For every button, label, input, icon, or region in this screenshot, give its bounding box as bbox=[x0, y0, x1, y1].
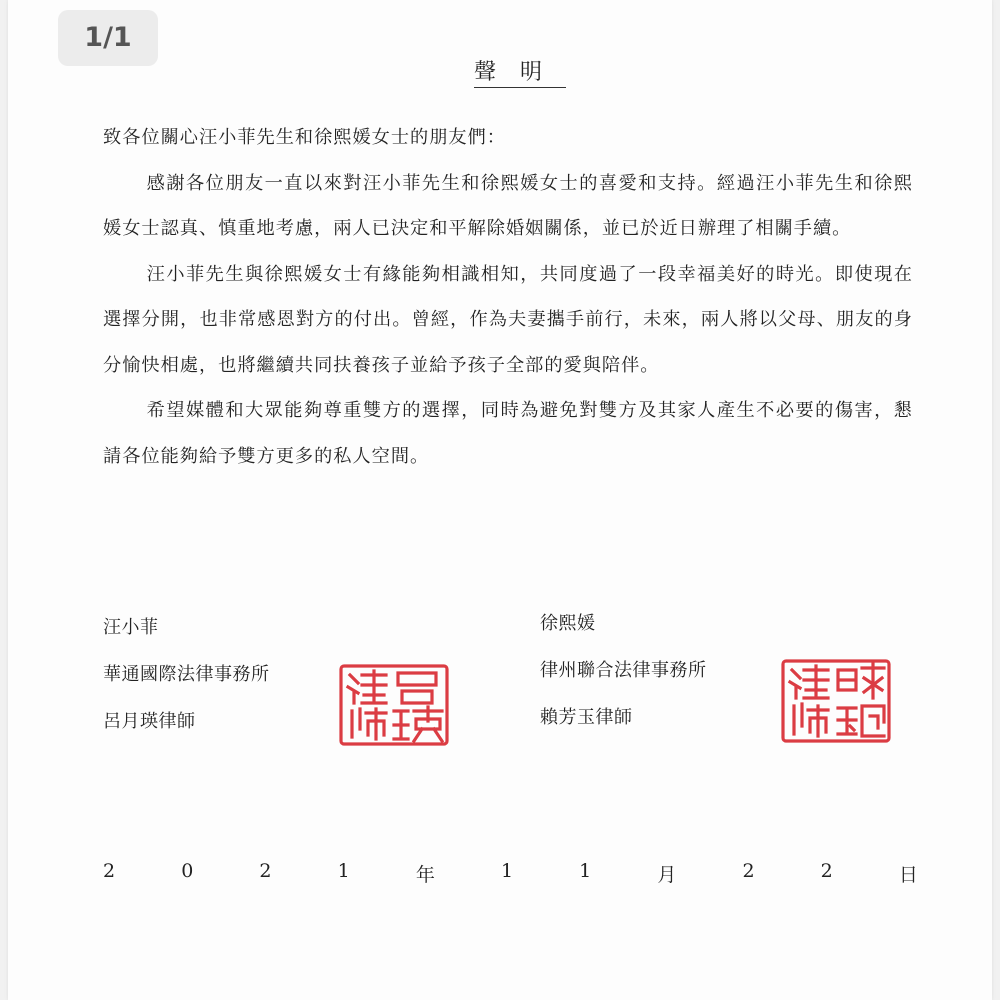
signature-block-left bbox=[103, 604, 270, 745]
signatory-name: 汪小菲 bbox=[103, 617, 159, 638]
signatory-name: 徐熙媛 bbox=[540, 613, 596, 634]
date-char: 年 bbox=[415, 864, 435, 886]
page-indicator: 1/1 bbox=[58, 10, 158, 66]
document-body bbox=[103, 115, 913, 479]
paragraph-2: 汪小菲先生與徐熙媛女士有緣能夠相識相知，共同度過了一段幸福美好的時光。即使現在選擇分開，也非常感恩對方的付出。曾經，作為夫妻攜手前行，未來，兩人將以父母、朋友的身分愉快相處，也將繼續共同扶養孩子並給予孩子全部的愛與陪伴。 bbox=[103, 263, 913, 376]
lawyer-name: 賴芳玉律師 bbox=[540, 707, 633, 728]
date-char: 月 bbox=[657, 864, 677, 886]
document-page bbox=[8, 0, 992, 1000]
date-char: 2 bbox=[742, 860, 755, 882]
document-date bbox=[103, 860, 918, 887]
law-firm-name: 華通國際法律事務所 bbox=[103, 664, 270, 685]
date-char: 1 bbox=[579, 860, 592, 882]
paragraph-3: 希望媒體和大眾能夠尊重雙方的選擇，同時為避免對雙方及其家人產生不必要的傷害，懇請各位能夠給予雙方更多的私人空間。 bbox=[103, 400, 913, 467]
date-char: 1 bbox=[337, 860, 350, 882]
date-char: 日 bbox=[898, 864, 918, 886]
lawyer-seal-left bbox=[338, 663, 450, 747]
date-char: 0 bbox=[181, 860, 194, 882]
date-char: 1 bbox=[500, 860, 514, 882]
signature-block-right bbox=[540, 600, 707, 741]
date-char: 2 bbox=[103, 860, 116, 882]
date-char: 2 bbox=[820, 860, 833, 882]
paragraph-1: 感謝各位朋友一直以來對汪小菲先生和徐熙媛女士的喜愛和支持。經過汪小菲先生和徐熙媛女士認真、慎重地考慮，兩人已決定和平解除婚姻關係，並已於近日辦理了相關手續。 bbox=[103, 172, 913, 239]
greeting: 致各位關心汪小菲先生和徐熙媛女士的朋友們： bbox=[103, 127, 506, 148]
date-char: 2 bbox=[259, 860, 272, 882]
law-firm-name: 律州聯合法律事務所 bbox=[540, 660, 707, 681]
document-title-wrapper bbox=[8, 55, 1000, 86]
document-title: 聲明 bbox=[474, 60, 566, 88]
lawyer-seal-right bbox=[780, 658, 892, 744]
lawyer-name: 呂月瑛律師 bbox=[103, 711, 196, 732]
